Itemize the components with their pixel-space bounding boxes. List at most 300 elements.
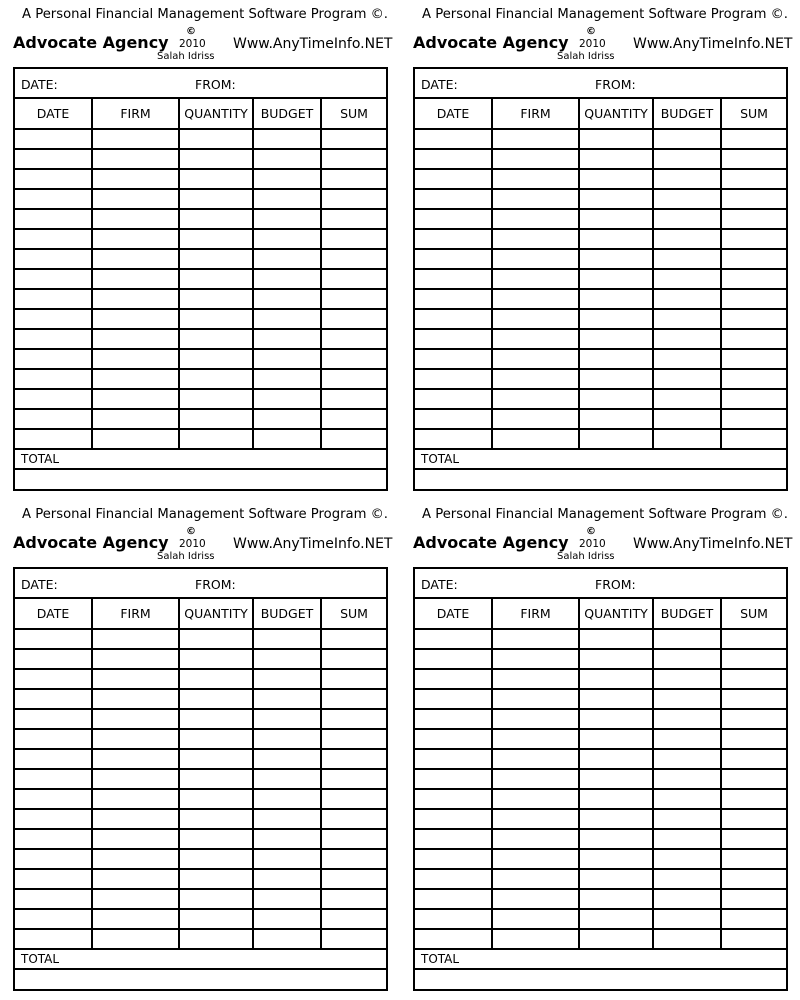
date-field-label: DATE: <box>421 77 458 92</box>
cell-firm <box>92 429 179 449</box>
cell-sum <box>321 269 386 289</box>
cell-quantity <box>579 909 653 929</box>
cell-budget <box>253 309 321 329</box>
cell-firm <box>492 829 579 849</box>
cell-quantity <box>579 649 653 669</box>
table-row <box>15 929 386 949</box>
cell-sum <box>321 429 386 449</box>
cell-sum <box>721 729 786 749</box>
cell-date <box>415 909 492 929</box>
column-header-firm: FIRM <box>492 99 579 129</box>
cell-sum <box>321 869 386 889</box>
expense-table <box>415 99 786 450</box>
from-field-label: FROM: <box>595 577 636 592</box>
cell-sum <box>721 829 786 849</box>
cell-firm <box>92 669 179 689</box>
cell-budget <box>653 289 721 309</box>
author-name: Salah Idriss <box>157 51 215 62</box>
cell-budget <box>653 169 721 189</box>
cell-firm <box>92 409 179 429</box>
column-header-quantity: QUANTITY <box>579 99 653 129</box>
total-value-field <box>415 970 786 989</box>
cell-firm <box>492 889 579 909</box>
cell-quantity <box>179 629 253 649</box>
column-header-firm: FIRM <box>92 99 179 129</box>
cell-quantity <box>179 149 253 169</box>
from-field-label: FROM: <box>195 77 236 92</box>
cell-quantity <box>579 269 653 289</box>
expense-table <box>15 99 386 450</box>
cell-date <box>415 769 492 789</box>
cell-budget <box>253 169 321 189</box>
cell-date <box>15 309 92 329</box>
copyright-year: 2010 <box>179 38 206 50</box>
cell-firm <box>92 369 179 389</box>
total-row <box>415 950 786 970</box>
cell-date <box>15 689 92 709</box>
table-header-row <box>415 99 786 129</box>
cell-date <box>15 409 92 429</box>
cell-sum <box>721 629 786 649</box>
cell-budget <box>653 149 721 169</box>
table-body <box>15 629 386 949</box>
cell-date <box>415 829 492 849</box>
table-row <box>15 329 386 349</box>
cell-sum <box>721 269 786 289</box>
column-header-date: DATE <box>15 599 92 629</box>
cell-firm <box>92 749 179 769</box>
cell-firm <box>92 649 179 669</box>
table-row <box>15 849 386 869</box>
cell-firm <box>92 869 179 889</box>
cell-sum <box>721 869 786 889</box>
cell-quantity <box>579 169 653 189</box>
column-header-date: DATE <box>415 599 492 629</box>
cell-sum <box>321 809 386 829</box>
cell-budget <box>253 389 321 409</box>
cell-date <box>415 129 492 149</box>
cell-sum <box>721 669 786 689</box>
info-row <box>415 569 786 599</box>
cell-firm <box>92 729 179 749</box>
cell-quantity <box>579 629 653 649</box>
cell-date <box>15 429 92 449</box>
cell-budget <box>653 829 721 849</box>
cell-budget <box>653 329 721 349</box>
table-row <box>415 689 786 709</box>
cell-budget <box>253 909 321 929</box>
cell-budget <box>253 689 321 709</box>
table-row <box>415 329 786 349</box>
table-row <box>15 869 386 889</box>
cell-date <box>415 249 492 269</box>
total-label: TOTAL <box>421 952 460 966</box>
copyright-symbol: © <box>186 26 196 37</box>
column-header-date: DATE <box>415 99 492 129</box>
cell-firm <box>492 749 579 769</box>
cell-budget <box>253 189 321 209</box>
cell-firm <box>92 129 179 149</box>
agency-name: Advocate Agency <box>413 533 569 552</box>
cell-budget <box>653 249 721 269</box>
cell-sum <box>321 909 386 929</box>
table-row <box>415 869 786 889</box>
table-row <box>15 269 386 289</box>
cell-quantity <box>179 409 253 429</box>
cell-firm <box>92 689 179 709</box>
table-body <box>15 129 386 449</box>
cell-firm <box>492 729 579 749</box>
cell-sum <box>721 889 786 909</box>
table-row <box>415 209 786 229</box>
cell-date <box>415 889 492 909</box>
cell-sum <box>321 749 386 769</box>
cell-quantity <box>179 389 253 409</box>
cell-firm <box>492 849 579 869</box>
cell-date <box>15 909 92 929</box>
cell-sum <box>321 629 386 649</box>
cell-firm <box>492 389 579 409</box>
cell-firm <box>92 169 179 189</box>
cell-sum <box>721 409 786 429</box>
cell-quantity <box>579 349 653 369</box>
cell-sum <box>721 789 786 809</box>
cell-firm <box>492 269 579 289</box>
cell-firm <box>492 309 579 329</box>
cell-sum <box>721 709 786 729</box>
cell-quantity <box>179 849 253 869</box>
cell-budget <box>653 629 721 649</box>
cell-budget <box>653 229 721 249</box>
cell-firm <box>492 789 579 809</box>
table-row <box>415 389 786 409</box>
cell-quantity <box>579 769 653 789</box>
cell-sum <box>721 129 786 149</box>
cell-sum <box>721 309 786 329</box>
table-row <box>15 249 386 269</box>
table-row <box>15 909 386 929</box>
table-row <box>15 369 386 389</box>
cell-date <box>415 689 492 709</box>
total-row <box>15 450 386 470</box>
cell-sum <box>321 789 386 809</box>
cell-quantity <box>579 309 653 329</box>
cell-firm <box>92 229 179 249</box>
table-row <box>15 789 386 809</box>
cell-budget <box>653 909 721 929</box>
table-header-row <box>15 99 386 129</box>
column-header-quantity: QUANTITY <box>179 99 253 129</box>
cell-date <box>415 669 492 689</box>
cell-quantity <box>579 829 653 849</box>
cell-date <box>415 269 492 289</box>
website-url: Www.AnyTimeInfo.NET <box>233 36 393 52</box>
expense-form <box>413 567 788 991</box>
cell-sum <box>721 749 786 769</box>
from-field-label: FROM: <box>195 577 236 592</box>
table-row <box>15 209 386 229</box>
cell-date <box>415 649 492 669</box>
column-header-sum: SUM <box>721 599 786 629</box>
cell-firm <box>92 929 179 949</box>
table-row <box>15 809 386 829</box>
cell-budget <box>253 409 321 429</box>
table-row <box>15 729 386 749</box>
cell-quantity <box>179 349 253 369</box>
table-body <box>415 129 786 449</box>
cell-quantity <box>579 709 653 729</box>
cell-sum <box>321 349 386 369</box>
program-tagline: A Personal Financial Management Software Program ©. <box>22 7 389 22</box>
cell-date <box>415 869 492 889</box>
cell-firm <box>92 789 179 809</box>
cell-firm <box>492 209 579 229</box>
cell-quantity <box>579 429 653 449</box>
table-row <box>15 309 386 329</box>
cell-budget <box>253 749 321 769</box>
cell-firm <box>492 429 579 449</box>
cell-date <box>415 229 492 249</box>
cell-budget <box>253 669 321 689</box>
expense-form-sheet <box>400 0 800 500</box>
cell-date <box>415 789 492 809</box>
cell-sum <box>321 709 386 729</box>
copyright-year: 2010 <box>579 538 606 550</box>
table-row <box>415 149 786 169</box>
cell-budget <box>253 369 321 389</box>
cell-quantity <box>179 829 253 849</box>
table-header-row <box>15 599 386 629</box>
table-row <box>415 349 786 369</box>
cell-budget <box>653 649 721 669</box>
cell-budget <box>253 209 321 229</box>
table-row <box>415 849 786 869</box>
cell-date <box>15 929 92 949</box>
total-label: TOTAL <box>421 452 460 466</box>
cell-firm <box>492 409 579 429</box>
cell-date <box>415 289 492 309</box>
cell-sum <box>721 249 786 269</box>
cell-date <box>15 789 92 809</box>
cell-sum <box>321 889 386 909</box>
cell-firm <box>92 309 179 329</box>
date-field-label: DATE: <box>21 77 58 92</box>
cell-date <box>15 269 92 289</box>
table-row <box>415 749 786 769</box>
cell-date <box>15 329 92 349</box>
column-header-quantity: QUANTITY <box>579 599 653 629</box>
cell-sum <box>321 169 386 189</box>
cell-budget <box>653 389 721 409</box>
table-row <box>415 269 786 289</box>
table-row <box>415 409 786 429</box>
cell-budget <box>653 349 721 369</box>
cell-date <box>415 749 492 769</box>
table-row <box>15 409 386 429</box>
table-row <box>415 649 786 669</box>
cell-firm <box>92 289 179 309</box>
cell-firm <box>492 809 579 829</box>
table-row <box>15 749 386 769</box>
cell-quantity <box>579 149 653 169</box>
cell-sum <box>721 329 786 349</box>
table-row <box>15 149 386 169</box>
copyright-year: 2010 <box>579 38 606 50</box>
cell-firm <box>492 689 579 709</box>
cell-firm <box>92 189 179 209</box>
total-row <box>415 450 786 470</box>
copyright-year: 2010 <box>179 538 206 550</box>
from-field-label: FROM: <box>595 77 636 92</box>
table-row <box>415 169 786 189</box>
cell-quantity <box>179 209 253 229</box>
cell-quantity <box>179 289 253 309</box>
table-row <box>415 929 786 949</box>
cell-date <box>415 189 492 209</box>
cell-firm <box>492 869 579 889</box>
cell-date <box>415 329 492 349</box>
cell-firm <box>92 209 179 229</box>
cell-budget <box>653 269 721 289</box>
cell-budget <box>253 769 321 789</box>
cell-quantity <box>579 409 653 429</box>
table-row <box>415 729 786 749</box>
cell-firm <box>492 929 579 949</box>
cell-firm <box>492 149 579 169</box>
cell-sum <box>721 389 786 409</box>
cell-date <box>415 149 492 169</box>
table-row <box>415 789 786 809</box>
cell-quantity <box>179 169 253 189</box>
total-label: TOTAL <box>21 452 60 466</box>
table-row <box>415 769 786 789</box>
table-row <box>415 229 786 249</box>
cell-quantity <box>579 329 653 349</box>
cell-sum <box>721 149 786 169</box>
cell-date <box>15 729 92 749</box>
cell-quantity <box>179 309 253 329</box>
date-field-label: DATE: <box>421 577 458 592</box>
agency-name: Advocate Agency <box>413 33 569 52</box>
cell-quantity <box>179 269 253 289</box>
agency-name: Advocate Agency <box>13 33 169 52</box>
cell-quantity <box>179 749 253 769</box>
cell-quantity <box>579 189 653 209</box>
cell-budget <box>253 149 321 169</box>
cell-budget <box>653 309 721 329</box>
cell-quantity <box>579 129 653 149</box>
cell-quantity <box>579 749 653 769</box>
cell-budget <box>653 669 721 689</box>
author-name: Salah Idriss <box>557 551 615 562</box>
cell-sum <box>321 189 386 209</box>
website-url: Www.AnyTimeInfo.NET <box>633 36 793 52</box>
table-row <box>415 129 786 149</box>
cell-firm <box>492 909 579 929</box>
author-name: Salah Idriss <box>157 551 215 562</box>
cell-firm <box>492 289 579 309</box>
cell-date <box>15 249 92 269</box>
cell-date <box>15 129 92 149</box>
table-row <box>15 689 386 709</box>
cell-quantity <box>179 649 253 669</box>
cell-quantity <box>579 849 653 869</box>
expense-form-sheet <box>400 500 800 1000</box>
cell-quantity <box>179 189 253 209</box>
cell-budget <box>253 889 321 909</box>
cell-firm <box>92 829 179 849</box>
cell-quantity <box>579 249 653 269</box>
table-row <box>15 289 386 309</box>
info-row <box>415 69 786 99</box>
cell-firm <box>92 709 179 729</box>
cell-date <box>15 649 92 669</box>
column-header-sum: SUM <box>321 99 386 129</box>
cell-sum <box>321 289 386 309</box>
column-header-firm: FIRM <box>492 599 579 629</box>
table-row <box>15 129 386 149</box>
table-body <box>415 629 786 949</box>
website-url: Www.AnyTimeInfo.NET <box>233 536 393 552</box>
table-row <box>415 889 786 909</box>
cell-sum <box>321 329 386 349</box>
cell-sum <box>321 209 386 229</box>
cell-sum <box>721 349 786 369</box>
cell-quantity <box>179 929 253 949</box>
cell-firm <box>92 249 179 269</box>
cell-date <box>415 629 492 649</box>
column-header-firm: FIRM <box>92 599 179 629</box>
agency-name: Advocate Agency <box>13 533 169 552</box>
table-row <box>415 809 786 829</box>
cell-firm <box>92 909 179 929</box>
cell-budget <box>653 749 721 769</box>
copyright-symbol: © <box>586 26 596 37</box>
table-row <box>415 829 786 849</box>
cell-budget <box>253 869 321 889</box>
cell-date <box>415 809 492 829</box>
cell-budget <box>653 929 721 949</box>
cell-firm <box>92 849 179 869</box>
cell-budget <box>653 729 721 749</box>
cell-quantity <box>179 229 253 249</box>
cell-budget <box>653 369 721 389</box>
cell-date <box>15 169 92 189</box>
cell-date <box>15 369 92 389</box>
cell-sum <box>321 309 386 329</box>
table-row <box>15 889 386 909</box>
cell-sum <box>721 169 786 189</box>
copyright-symbol: © <box>186 526 196 537</box>
table-row <box>415 429 786 449</box>
cell-sum <box>721 689 786 709</box>
cell-quantity <box>179 889 253 909</box>
table-row <box>415 309 786 329</box>
cell-date <box>415 729 492 749</box>
column-header-sum: SUM <box>721 99 786 129</box>
cell-firm <box>92 809 179 829</box>
cell-date <box>15 229 92 249</box>
expense-form-sheet <box>0 0 400 500</box>
cell-budget <box>653 709 721 729</box>
cell-quantity <box>179 769 253 789</box>
column-header-date: DATE <box>15 99 92 129</box>
cell-firm <box>92 329 179 349</box>
cell-date <box>15 709 92 729</box>
cell-budget <box>253 429 321 449</box>
table-row <box>15 229 386 249</box>
cell-sum <box>721 189 786 209</box>
